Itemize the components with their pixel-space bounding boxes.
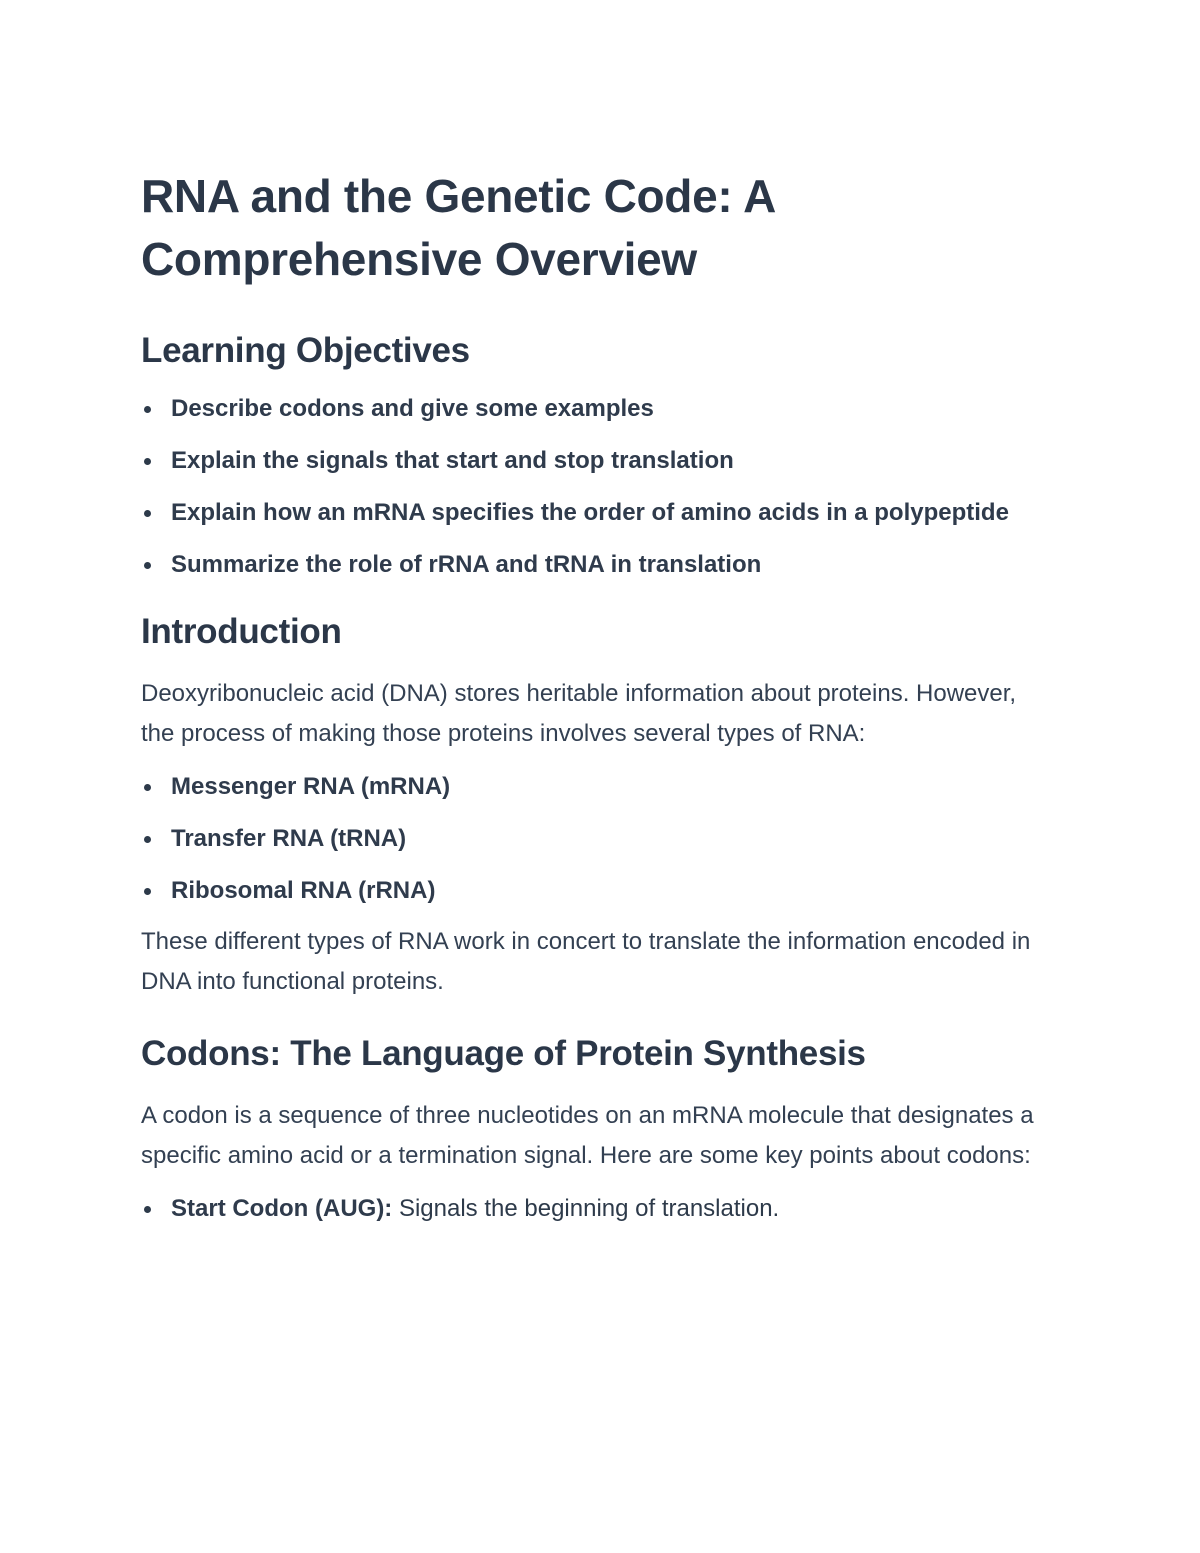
- document-title: RNA and the Genetic Code: A Comprehensive Overview: [141, 170, 775, 285]
- introduction-closing-paragraph: These different types of RNA work in concert to translate the information encoded in DNA into functional proteins.: [141, 928, 1031, 995]
- list-item: Describe codons and give some examples: [141, 389, 1051, 428]
- codon-term: Start Codon (AUG):: [171, 1195, 393, 1222]
- list-item: Transfer RNA (tRNA): [141, 819, 1051, 858]
- learning-objectives-heading: Learning Objectives: [141, 331, 470, 370]
- list-item: Ribosomal RNA (rRNA): [141, 871, 1051, 910]
- introduction-heading: Introduction: [141, 612, 342, 651]
- document-page: [141, 165, 1051, 1228]
- introduction-paragraph: Deoxyribonucleic acid (DNA) stores heritable information about proteins. However, the process of making those proteins involves several types of RNA:: [141, 680, 1017, 747]
- codons-heading: Codons: The Language of Protein Synthesis: [141, 1034, 866, 1073]
- codons-paragraph: A codon is a sequence of three nucleotides on an mRNA molecule that designates a specific amino acid or a termination signal. Here are some key points about codons:: [141, 1102, 1034, 1169]
- list-item: Messenger RNA (mRNA): [141, 767, 1051, 806]
- list-item: [141, 1189, 1051, 1228]
- codon-description: Signals the beginning of translation.: [392, 1195, 780, 1222]
- list-item: Explain how an mRNA specifies the order of amino acids in a polypeptide: [141, 493, 1051, 532]
- rna-types-list: [141, 767, 1051, 910]
- codon-points-list: [141, 1189, 1051, 1228]
- learning-objectives-list: [141, 389, 1051, 584]
- list-item: Summarize the role of rRNA and tRNA in translation: [141, 545, 1051, 584]
- list-item: Explain the signals that start and stop translation: [141, 441, 1051, 480]
